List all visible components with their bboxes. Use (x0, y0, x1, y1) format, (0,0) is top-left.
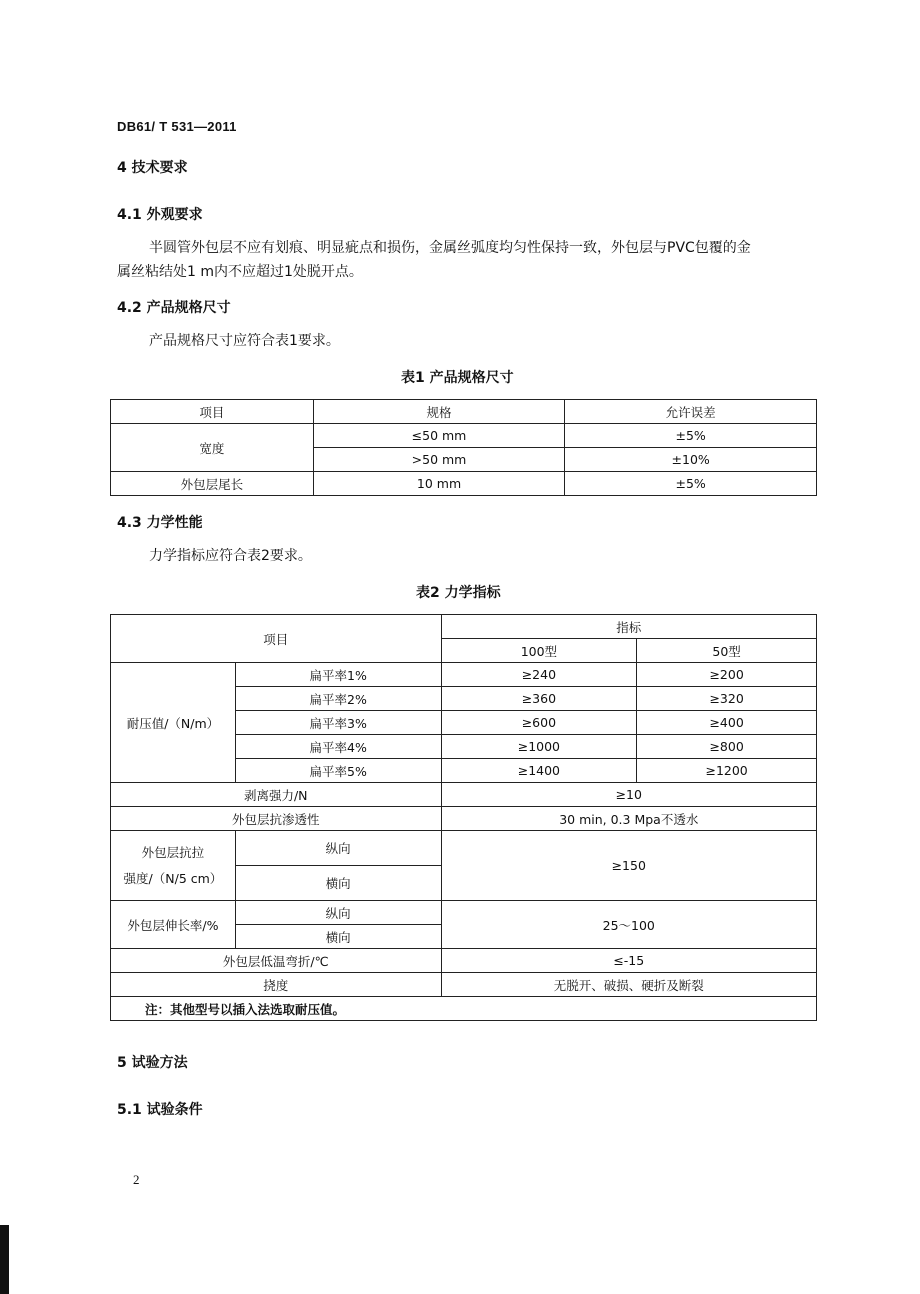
section-4-3-paragraph: 力学指标应符合表2要求。 (149, 548, 312, 564)
table2-header-index: 指标 (441, 615, 816, 639)
table1-cell: ±5% (565, 472, 817, 496)
table2-cell: ≥1000 (441, 735, 637, 759)
table2-rate: 扁平率1% (235, 663, 441, 687)
table1-header-tolerance: 允许误差 (565, 400, 817, 424)
table2-cell: ≥360 (441, 687, 637, 711)
table2-pressure-label: 耐压值/（N/m） (111, 663, 236, 783)
table2-cold-bend-value: ≤-15 (441, 949, 816, 973)
table2-rate: 扁平率2% (235, 687, 441, 711)
table1 (110, 399, 817, 496)
table2-direction: 横向 (235, 925, 441, 949)
table2-direction: 纵向 (235, 831, 441, 866)
table2-header-item: 项目 (111, 615, 442, 663)
section-4-2-heading: 4.2 产品规格尺寸 (117, 300, 231, 316)
table2-rate: 扁平率4% (235, 735, 441, 759)
table2-rate: 扁平率3% (235, 711, 441, 735)
page-number: 2 (133, 1172, 140, 1187)
table2-peel-label: 剥离强力/N (111, 783, 442, 807)
table2-tensile-label-line2: 强度/（N/5 cm） (123, 870, 223, 886)
table1-width-label: 宽度 (111, 424, 314, 472)
table2-elongation-label: 外包层伸长率/% (111, 901, 236, 949)
table2-tensile-label (111, 831, 236, 901)
table1-caption: 表1 产品规格尺寸 (401, 370, 514, 386)
table2-tensile-label-line1: 外包层抗拉 (141, 844, 205, 860)
section-4-1-paragraph-line1: 半圆管外包层不应有划痕、明显疵点和损伤，金属丝弧度均匀性保持一致，外包层与PVC包覆的金 (149, 240, 751, 256)
table2-peel-value: ≥10 (441, 783, 816, 807)
table2-tensile-value: ≥150 (441, 831, 816, 901)
section-5-1-heading: 5.1 试验条件 (117, 1102, 203, 1118)
table2-cell: ≥400 (637, 711, 817, 735)
section-4-3-heading: 4.3 力学性能 (117, 515, 203, 531)
table1-tail-label: 外包层尾长 (111, 472, 314, 496)
table2-caption: 表2 力学指标 (416, 585, 501, 601)
table1-cell: ±5% (565, 424, 817, 448)
table2-elongation-value: 25～100 (441, 901, 816, 949)
table1-cell: >50 mm (313, 448, 565, 472)
table1-cell: 10 mm (313, 472, 565, 496)
table2-cell: ≥1200 (637, 759, 817, 783)
section-5-heading: 5 试验方法 (117, 1055, 188, 1071)
table2-header-type50: 50型 (637, 639, 817, 663)
table2-cell: ≥320 (637, 687, 817, 711)
table2 (110, 614, 817, 1021)
table2-rate: 扁平率5% (235, 759, 441, 783)
table2-cell: ≥1400 (441, 759, 637, 783)
table1-cell: ≤50 mm (313, 424, 565, 448)
section-4-1-paragraph-line2: 属丝粘结处1 m内不应超过1处脱开点。 (117, 264, 363, 280)
table2-cold-bend-label: 外包层低温弯折/℃ (111, 949, 442, 973)
table2-cell: ≥600 (441, 711, 637, 735)
table1-header-item: 项目 (111, 400, 314, 424)
table1-cell: ±10% (565, 448, 817, 472)
document-code: DB61/ T 531—2011 (117, 119, 237, 134)
table2-direction: 纵向 (235, 901, 441, 925)
table2-seepage-label: 外包层抗渗透性 (111, 807, 442, 831)
table2-note: 注：其他型号以插入法选取耐压值。 (111, 997, 817, 1021)
table2-cell: ≥240 (441, 663, 637, 687)
table2-direction: 横向 (235, 866, 441, 901)
scan-edge-mark (0, 1225, 9, 1294)
table2-cell: ≥200 (637, 663, 817, 687)
section-4-heading: 4 技术要求 (117, 160, 188, 176)
section-4-1-heading: 4.1 外观要求 (117, 207, 203, 223)
table2-cell: ≥800 (637, 735, 817, 759)
table2-header-type100: 100型 (441, 639, 637, 663)
table2-flex-value: 无脱开、破损、硬折及断裂 (441, 973, 816, 997)
section-4-2-paragraph: 产品规格尺寸应符合表1要求。 (149, 333, 340, 349)
table2-flex-label: 挠度 (111, 973, 442, 997)
table1-header-spec: 规格 (313, 400, 565, 424)
table2-seepage-value: 30 min, 0.3 Mpa不透水 (441, 807, 816, 831)
